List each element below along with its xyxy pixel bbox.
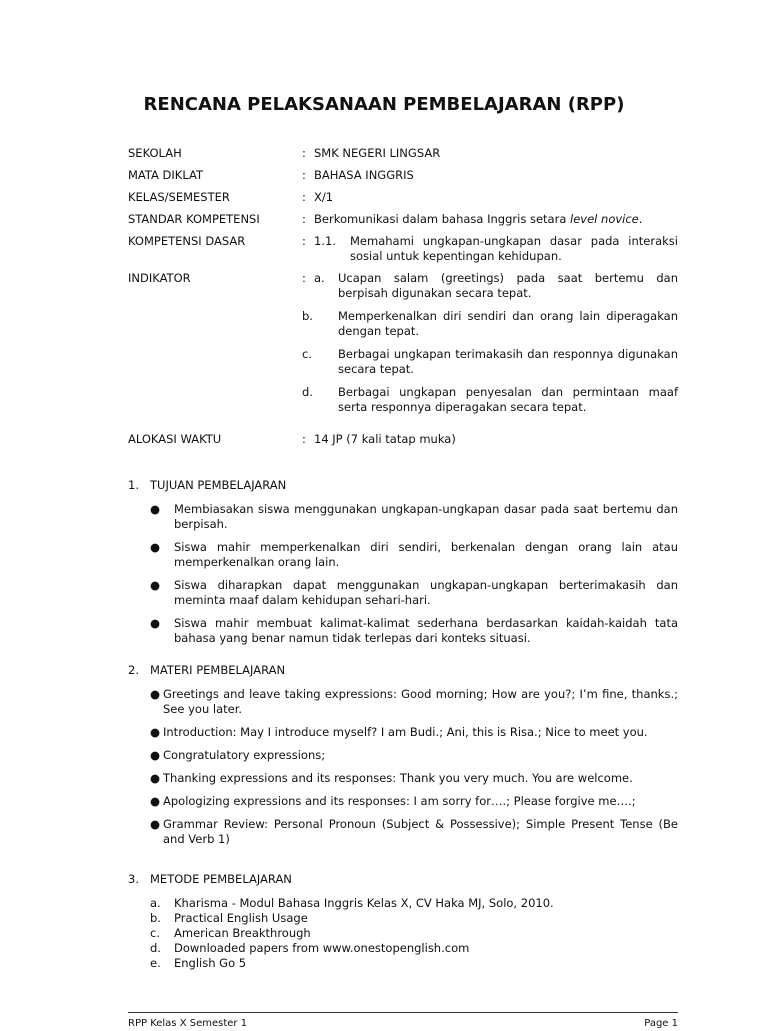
section-number: 2. — [128, 663, 139, 677]
list-item — [128, 748, 678, 763]
list-item — [128, 896, 678, 911]
list-item-text: Siswa diharapkan dapat menggunakan ungkapan-ungkapan berterimakasih dan meminta maaf dalam kehidupan sehari-hari. — [174, 578, 678, 607]
section-heading — [128, 663, 678, 678]
info-row-kelas — [128, 190, 678, 205]
bullet-icon: ● — [150, 540, 161, 554]
info-row-alokasi — [128, 432, 678, 447]
indikator-text: Berbagai ungkapan penyesalan dan permintaan maaf serta responnya diperagakan secara tepat. — [338, 385, 678, 414]
colon: : — [302, 190, 306, 204]
section-title: METODE PEMBELAJARAN — [150, 872, 292, 886]
label-standar: STANDAR KOMPETENSI — [128, 212, 260, 226]
list-item-text: Kharisma - Modul Bahasa Inggris Kelas X, CV Haka MJ, Solo, 2010. — [174, 896, 554, 910]
indikator-text: Ucapan salam (greetings) pada saat bertemu dan berpisah digunakan secara tepat. — [338, 271, 678, 300]
bullet-icon: ● — [150, 725, 161, 739]
list-item — [128, 502, 678, 532]
colon: : — [302, 271, 306, 285]
indikator-letter: b. — [302, 309, 313, 323]
value-mata-diklat: BAHASA INGGRIS — [314, 168, 414, 182]
list-letter: c. — [150, 926, 160, 940]
list-letter: e. — [150, 956, 161, 970]
list-item-text: Thanking expressions and its responses: Thank you very much. You are welcome. — [163, 771, 633, 785]
section-title: TUJUAN PEMBELAJARAN — [150, 478, 287, 492]
list-item — [128, 771, 678, 786]
list-item — [128, 817, 678, 847]
list-item — [128, 956, 678, 971]
info-row-standar — [128, 212, 678, 227]
list-item-text: Downloaded papers from www.onestopenglish.com — [174, 941, 470, 955]
info-row-sekolah — [128, 146, 678, 161]
list-item — [128, 540, 678, 570]
indikator-item — [302, 385, 678, 415]
indikator-letter: d. — [302, 385, 313, 399]
value-standar — [314, 212, 678, 227]
indikator-letter: a. — [314, 271, 325, 285]
section-number: 1. — [128, 478, 139, 492]
list-letter: b. — [150, 911, 161, 925]
info-row-indikator — [128, 271, 678, 423]
list-item-text: English Go 5 — [174, 956, 247, 970]
list-item-text: Siswa mahir membuat kalimat-kalimat sederhana berdasarkan kaidah-kaidah tata bahasa yang benar namun tidak terlepas dari konteks situasi. — [174, 616, 678, 645]
colon: : — [302, 432, 306, 446]
section-heading — [128, 478, 678, 493]
info-row-mata-diklat — [128, 168, 678, 183]
list-item-text: American Breakthrough — [174, 926, 311, 940]
page-title: RENCANA PELAKSANAAN PEMBELAJARAN (RPP) — [143, 94, 625, 115]
colon: : — [302, 212, 306, 226]
section-metode — [128, 872, 678, 971]
value-kelas: X/1 — [314, 190, 334, 204]
list-item-text: Grammar Review: Personal Pronoun (Subject & Possessive); Simple Present Tense (Be and Verb 1) — [163, 817, 678, 846]
materi-list — [128, 687, 678, 847]
list-item-text: Siswa mahir memperkenalkan diri sendiri, berkenalan dengan orang lain atau memperkenalkan orang lain. — [174, 540, 678, 569]
bullet-icon: ● — [150, 687, 161, 701]
kd-number: 1.1. — [314, 234, 336, 248]
list-item-text: Congratulatory expressions; — [163, 748, 326, 762]
bullet-icon: ● — [150, 817, 161, 831]
kd-text: Memahami ungkapan-ungkapan dasar pada interaksi sosial untuk kepentingan kehidupan. — [350, 234, 678, 263]
footer-left: RPP Kelas X Semester 1 — [128, 1018, 248, 1029]
list-item-text: Introduction: May I introduce myself? I am Budi.; Ani, this is Risa.; Nice to meet you. — [163, 725, 648, 739]
value-sekolah: SMK NEGERI LINGSAR — [314, 146, 441, 160]
list-item — [128, 687, 678, 717]
section-heading — [128, 872, 678, 887]
label-kelas: KELAS/SEMESTER — [128, 190, 230, 204]
section-tujuan — [128, 478, 678, 654]
section-title: MATERI PEMBELAJARAN — [150, 663, 286, 677]
indikator-item — [302, 309, 678, 339]
colon: : — [302, 146, 306, 160]
bullet-icon: ● — [150, 794, 161, 808]
list-item — [128, 926, 678, 941]
bullet-icon: ● — [150, 502, 161, 516]
list-item-text: Apologizing expressions and its responses: I am sorry for….; Please forgive me….; — [163, 794, 636, 808]
footer-divider — [128, 1012, 678, 1013]
standar-italic: level novice — [570, 212, 639, 226]
list-item — [128, 911, 678, 926]
info-table — [128, 146, 678, 430]
value-kompetensi-dasar — [314, 234, 678, 264]
list-item-text: Membiasakan siswa menggunakan ungkapan-ungkapan dasar pada saat bertemu dan berpisah. — [174, 502, 678, 531]
section-number: 3. — [128, 872, 139, 886]
list-item — [128, 725, 678, 740]
indikator-text: Berbagai ungkapan terimakasih dan responnya digunakan secara tepat. — [338, 347, 678, 376]
label-sekolah: SEKOLAH — [128, 146, 182, 160]
list-item — [128, 794, 678, 809]
label-mata-diklat: MATA DIKLAT — [128, 168, 204, 182]
list-item-text: Practical English Usage — [174, 911, 308, 925]
info-row-kompetensi-dasar — [128, 234, 678, 264]
standar-prefix: Berkomunikasi dalam bahasa Inggris setara — [314, 212, 571, 226]
list-letter: a. — [150, 896, 161, 910]
colon: : — [302, 168, 306, 182]
list-item — [128, 578, 678, 608]
bullet-icon: ● — [150, 771, 161, 785]
footer-page-number: Page 1 — [644, 1018, 678, 1029]
indikator-text: Memperkenalkan diri sendiri dan orang lain diperagakan dengan tepat. — [338, 309, 678, 338]
label-indikator: INDIKATOR — [128, 271, 191, 285]
bullet-icon: ● — [150, 578, 161, 592]
value-alokasi: 14 JP (7 kali tatap muka) — [314, 432, 456, 446]
indikator-item — [302, 347, 678, 377]
standar-suffix: . — [638, 212, 643, 226]
bullet-icon: ● — [150, 616, 161, 630]
metode-list — [128, 896, 678, 971]
section-materi — [128, 663, 678, 855]
label-alokasi: ALOKASI WAKTU — [128, 432, 222, 446]
list-item — [128, 616, 678, 646]
indikator-list — [302, 271, 678, 415]
label-kompetensi-dasar: KOMPETENSI DASAR — [128, 234, 246, 248]
indikator-letter: c. — [302, 347, 312, 361]
bullet-icon: ● — [150, 748, 161, 762]
colon: : — [302, 234, 306, 248]
list-letter: d. — [150, 941, 161, 955]
list-item-text: Greetings and leave taking expressions: Good morning; How are you?; I’m fine, thanks.; See you later. — [163, 687, 678, 716]
tujuan-list — [128, 502, 678, 646]
list-item — [128, 941, 678, 956]
value-indikator — [302, 271, 678, 423]
indikator-item — [314, 271, 678, 301]
